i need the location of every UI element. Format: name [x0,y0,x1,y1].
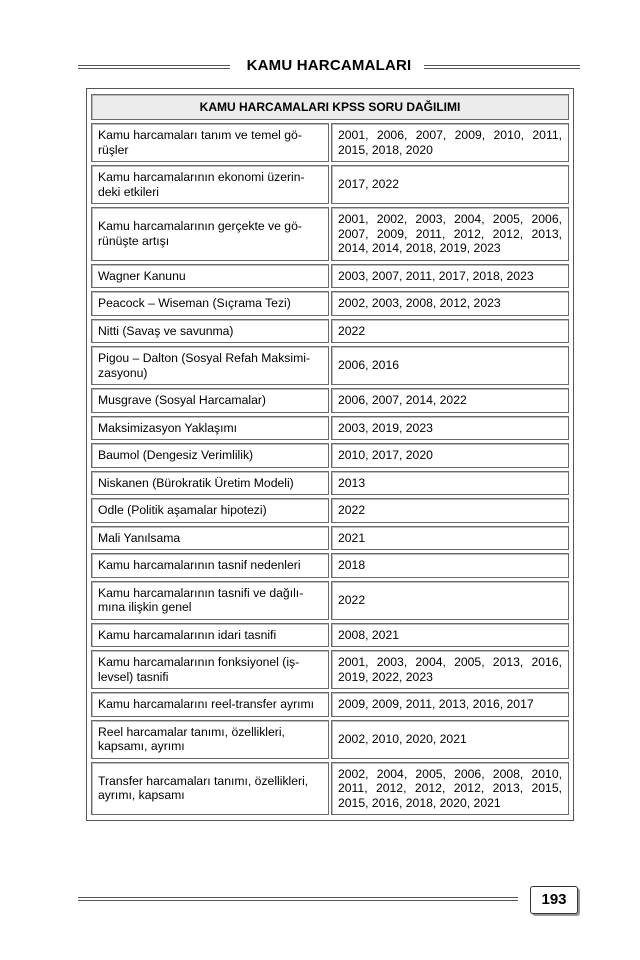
distribution-table [86,88,574,821]
topic-cell: Kamu harcamalarının gerçekte ve gö-rünüşte artışı [91,207,329,261]
table-row [91,553,569,578]
table-row [91,526,569,551]
table-row [91,388,569,413]
table-row [91,581,569,620]
topic-cell: Kamu harcamalarının tasnifi ve dağılı-mına ilişkin genel [91,581,329,620]
years-cell: 2002, 2003, 2008, 2012, 2023 [331,291,569,316]
years-cell: 2003, 2019, 2023 [331,416,569,441]
table-row [91,346,569,385]
topic-cell: Nitti (Savaş ve savunma) [91,319,329,344]
topic-cell: Maksimizasyon Yaklaşımı [91,416,329,441]
table-row [91,623,569,648]
topic-cell: Kamu harcamalarını reel-transfer ayrımı [91,692,329,717]
topic-cell: Kamu harcamalarının ekonomi üzerin-deki etkileri [91,165,329,204]
years-cell: 2001, 2002, 2003, 2004, 2005, 2006, 2007, 2009, 2011, 2012, 2012, 2013, 2014, 2014, 2018, 2019, 2023 [331,207,569,261]
topic-cell: Peacock – Wiseman (Sıçrama Tezi) [91,291,329,316]
table-row [91,720,569,759]
topic-cell: Kamu harcamalarının idari tasnifi [91,623,329,648]
table-row [91,291,569,316]
table-row [91,498,569,523]
topic-cell: Wagner Kanunu [91,264,329,289]
topic-cell: Transfer harcamaları tanımı, özellikleri, ayrımı, kapsamı [91,762,329,816]
topic-cell: Kamu harcamaları tanım ve temel gö-rüşler [91,123,329,162]
table-row [91,443,569,468]
table-row [91,471,569,496]
years-cell: 2021 [331,526,569,551]
page-title: KAMU HARCAMALARI [246,57,412,74]
years-cell: 2013 [331,471,569,496]
table-row [91,319,569,344]
table-row [91,650,569,689]
years-cell: 2008, 2021 [331,623,569,648]
topic-cell: Reel harcamalar tanımı, özellikleri, kapsamı, ayrımı [91,720,329,759]
years-cell: 2003, 2007, 2011, 2017, 2018, 2023 [331,264,569,289]
years-cell: 2009, 2009, 2011, 2013, 2016, 2017 [331,692,569,717]
footer-rule [78,897,518,901]
topic-cell: Odle (Politik aşamalar hipotezi) [91,498,329,523]
topic-cell: Niskanen (Bürokratik Üretim Modeli) [91,471,329,496]
topic-cell: Pigou – Dalton (Sosyal Refah Maksimi-zasyonu) [91,346,329,385]
page-number: 193 [530,886,578,914]
topic-cell: Mali Yanılsama [91,526,329,551]
years-cell: 2010, 2017, 2020 [331,443,569,468]
topic-cell: Baumol (Dengesiz Verimlilik) [91,443,329,468]
years-cell: 2006, 2016 [331,346,569,385]
table-row [91,264,569,289]
years-cell: 2001, 2006, 2007, 2009, 2010, 2011, 2015, 2018, 2020 [331,123,569,162]
years-cell: 2002, 2004, 2005, 2006, 2008, 2010, 2011, 2012, 2012, 2012, 2013, 2015, 2015, 2016, 2018, 2020, 2021 [331,762,569,816]
table-row [91,165,569,204]
years-cell: 2017, 2022 [331,165,569,204]
table-row [91,207,569,261]
years-cell: 2022 [331,319,569,344]
table-row [91,123,569,162]
years-cell: 2001, 2003, 2004, 2005, 2013, 2016, 2019, 2022, 2023 [331,650,569,689]
table-row [91,692,569,717]
page-footer [78,886,578,912]
years-cell: 2022 [331,581,569,620]
topic-cell: Kamu harcamalarının fonksiyonel (iş-levsel) tasnifi [91,650,329,689]
years-cell: 2006, 2007, 2014, 2022 [331,388,569,413]
years-cell: 2002, 2010, 2020, 2021 [331,720,569,759]
page-header [78,55,580,79]
table-row [91,416,569,441]
header-rule-right [424,65,580,69]
topic-cell: Musgrave (Sosyal Harcamalar) [91,388,329,413]
table-row [91,762,569,816]
years-cell: 2018 [331,553,569,578]
topic-cell: Kamu harcamalarının tasnif nedenleri [91,553,329,578]
years-cell: 2022 [331,498,569,523]
table-title: KAMU HARCAMALARI KPSS SORU DAĞILIMI [91,94,569,120]
